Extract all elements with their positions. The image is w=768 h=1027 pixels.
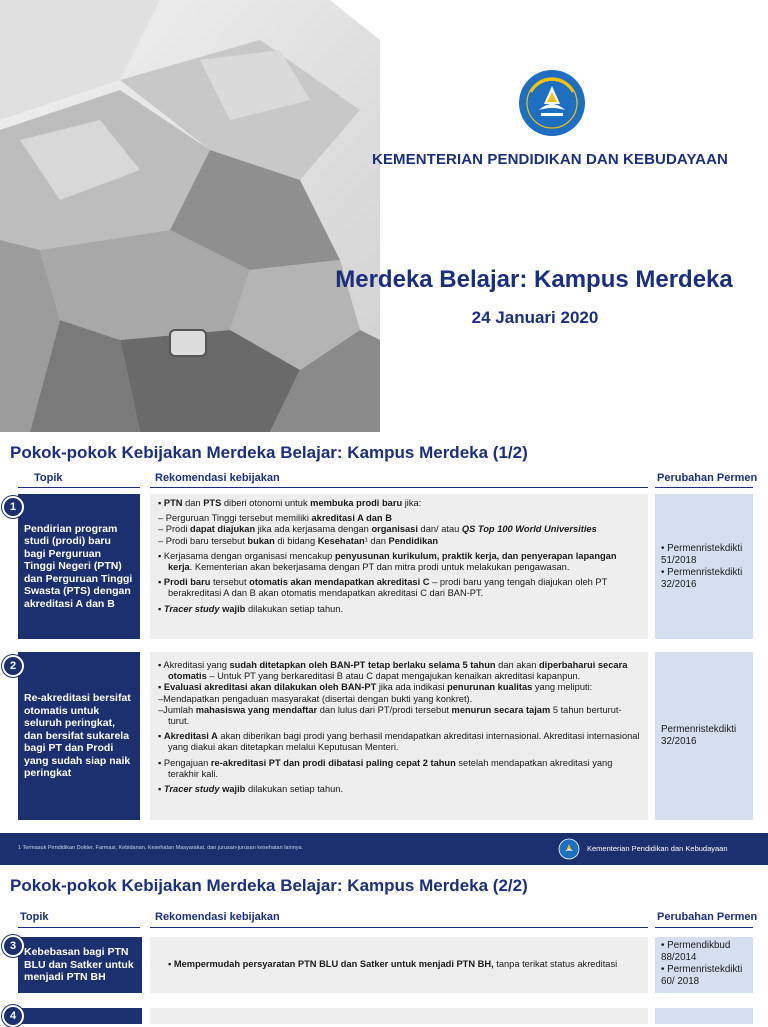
regulation-item: • Permenristekdikti 32/2016 [661, 566, 743, 590]
rec-subitem: –Jumlah mahasiswa yang mendaftar dan lulus dari PT/prodi tersebut menurun secara tajam 5 tahun berturut-turut. [158, 704, 622, 727]
row-number-badge: 4 [2, 1005, 24, 1027]
regulation-item: • Permenristekdikti 51/2018 [661, 542, 743, 566]
tut-wuri-handayani-logo [517, 68, 587, 138]
org-name: KEMENTERIAN PENDIDIKAN DAN KEBUDAYAAN [372, 151, 728, 168]
rec-subitem: – Perguruan Tinggi tersebut memiliki akreditasi A dan B [158, 513, 392, 524]
divider [18, 487, 140, 488]
cover-title: Merdeka Belajar: Kampus Merdeka [335, 266, 733, 293]
header-regulation: Perubahan Permen [657, 911, 758, 923]
rec-subitem: –Mendapatkan pengaduan masyarakat (disertai dengan bukti yang konkret). [158, 693, 473, 704]
recommendation-box-3 [150, 937, 648, 993]
rec-item: ▪ Pengajuan re-akreditasi PT dan prodi dibatasi paling cepat 2 tahun setelah mendapatkan akreditasi yang terakhir kali. [158, 757, 613, 779]
recommendation-box-4 [150, 1008, 648, 1024]
cover-slide [0, 0, 768, 432]
row-number-badge: 3 [2, 935, 24, 957]
topic-text: Pendirian program studi (prodi) baru bagi Perguruan Tinggi Negeri (PTN) dan Perguruan Tinggi Swasta (PTS) dengan akreditasi A dan B [24, 522, 133, 610]
recommendation-box-2 [150, 652, 648, 820]
divider [18, 927, 140, 928]
rec-item: ▪ PTN dan PTS diberi otonomi untuk membuka prodi baru jika: [158, 498, 422, 508]
rec-item: ▪ Akreditasi A akan diberikan bagi prodi yang berhasil mendapatkan akreditasi internasional. Akreditasi internasional yang diakui akan ditetapkan melalui Keputusan Menteri. [158, 731, 640, 753]
topic-text: Kebebasan bagi PTN BLU dan Satker untuk menjadi PTN BH [24, 946, 134, 984]
header-topic: Topik [34, 472, 63, 484]
topic-text: Re-akreditasi bersifat otomatis untuk seluruh peringkat, dan bersifat sukarela bagi PT dan Prodi yang sudah siap naik peringkat [24, 692, 131, 780]
rec-subitem: – Prodi dapat diajukan jika ada kerjasama dengan organisasi dan/ atau QS Top 100 World Universities [158, 524, 597, 535]
rec-item: ▪ Prodi baru tersebut otomatis akan mendapatkan akreditasi C – prodi baru yang tengah diajukan oleh PT berakreditasi A dan B akan otomatis mendapatkan akreditasi C dari BAN-PT. [158, 577, 608, 599]
rec-item: ▪ Evaluasi akreditasi akan dilakukan oleh BAN-PT jika ada indikasi penurunan kualitas yang meliputi: [158, 682, 593, 693]
regulation-box-2 [655, 652, 753, 820]
recommendation-box-1 [150, 494, 648, 639]
divider [150, 927, 648, 928]
topic-box-1 [18, 494, 140, 639]
slide1-title: Pokok-pokok Kebijakan Merdeka Belajar: Kampus Merdeka (1/2) [10, 443, 528, 462]
rec-subitem: – Prodi baru tersebut bukan di bidang Kesehatan¹ dan Pendidikan [158, 535, 439, 546]
cover-date: 24 Januari 2020 [471, 308, 599, 327]
rec-item: ▪ Tracer study wajib dilakukan setiap tahun. [158, 784, 344, 795]
regulation-box-1 [655, 494, 753, 639]
topic-box-2 [18, 652, 140, 820]
regulation-item: • Permendikbud 88/2014 [661, 940, 731, 963]
regulation-item: • Permenristekdikti 60/ 2018 [661, 964, 743, 987]
row-number-badge: 1 [2, 496, 24, 518]
regulation-box-4 [655, 1008, 753, 1024]
topic-box-3 [18, 937, 142, 993]
header-recommendation: Rekomendasi kebijakan [155, 472, 280, 484]
rec-item: ▪ Akreditasi yang sudah ditetapkan oleh BAN-PT tetap berlaku selama 5 tahun dan akan diperbaharui secara otomatis – Untuk PT yang berkareditasi B atau C dapat mengajukan kenaikan akreditasi kapanpun. [158, 660, 628, 682]
divider [655, 487, 753, 488]
footnote: 1 Termasuk Pendidikan Dokter, Farmasi, Kebidanan, Kesehatan Masyarakat, dan jurusan-jurusan kesehatan lainnya. [18, 845, 304, 851]
ministry-logo-icon [558, 838, 580, 860]
header-regulation: Perubahan Permen [657, 472, 758, 484]
topic-box-4 [18, 1008, 142, 1024]
regulation-item: Permenristekdikti 32/2016 [661, 724, 737, 747]
header-topic: Topik [20, 911, 49, 923]
regulation-box-3 [655, 937, 753, 993]
hands-photo [0, 0, 380, 432]
rec-item: ▪ Mempermudah persyaratan PTN BLU dan Satker untuk menjadi PTN BH, tanpa terikat status akreditasi [168, 959, 618, 970]
rec-item: ▪ Tracer study wajib dilakukan setiap tahun. [158, 603, 344, 614]
slide2-title: Pokok-pokok Kebijakan Merdeka Belajar: Kampus Merdeka (2/2) [10, 876, 528, 895]
divider [150, 487, 648, 488]
row-number-badge: 2 [2, 655, 24, 677]
header-recommendation: Rekomendasi kebijakan [155, 911, 280, 923]
footer-org-name: Kementerian Pendidikan dan Kebudayaan [587, 844, 728, 853]
divider [655, 927, 753, 928]
rec-item: ▪ Kerjasama dengan organisasi mencakup penyusunan kurikulum, praktik kerja, dan penyerapan lapangan kerja. Kementerian akan bekerjasama dengan PT dan mitra prodi untuk melakukan pengawasan. [158, 550, 617, 573]
